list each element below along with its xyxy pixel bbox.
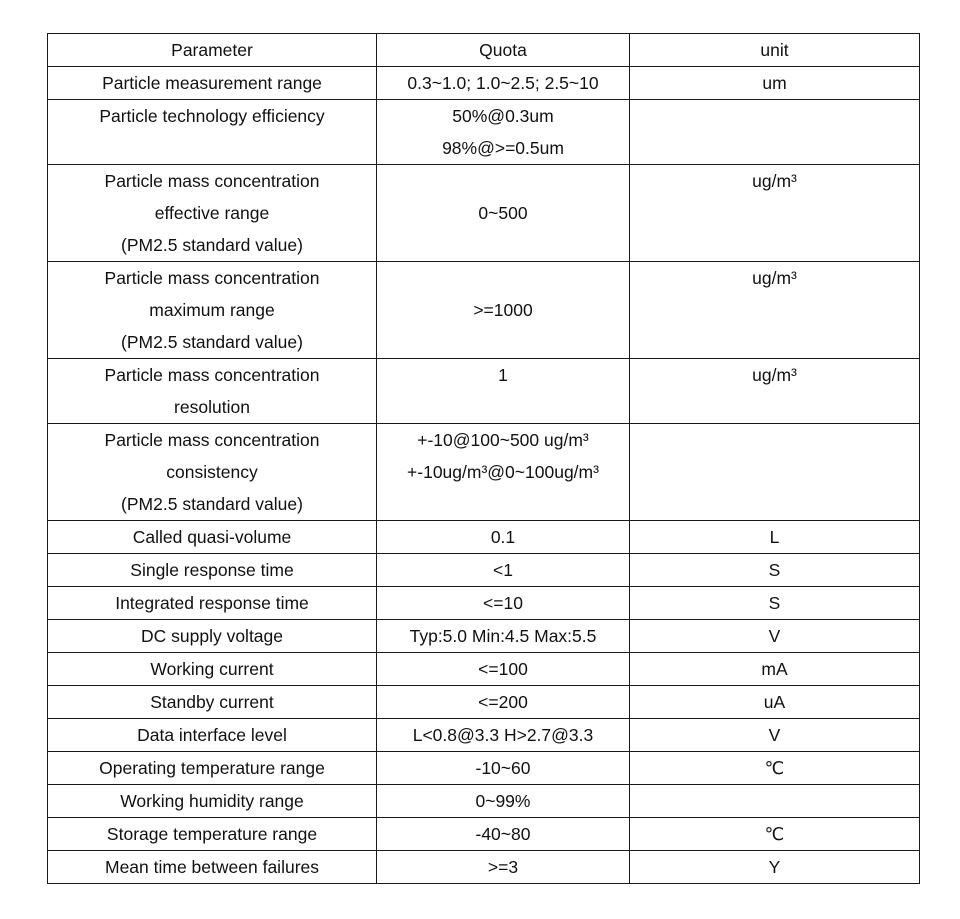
parameter-cell [48,851,377,884]
unit-cell [630,165,920,262]
cell-line: 50%@0.3um [452,106,554,126]
header-row [48,34,920,67]
unit-cell [630,785,920,818]
parameter-cell [48,818,377,851]
cell-line: Single response time [130,560,294,580]
parameter-cell [48,100,377,165]
parameter-cell [48,620,377,653]
unit-cell [630,262,920,359]
unit-text: V [768,626,781,646]
parameter-cell [48,719,377,752]
unit-text: S [768,593,781,613]
cell-line: 98%@>=0.5um [442,138,564,158]
parameter-cell [48,262,377,359]
cell-line: Typ:5.0 Min:4.5 Max:5.5 [409,626,597,646]
table-row [48,719,920,752]
cell-line: Working humidity range [120,791,304,811]
unit-cell [630,818,920,851]
cell-line: <=100 [478,659,528,679]
table-row [48,785,920,818]
table-row [48,818,920,851]
cell-line: Particle measurement range [102,73,322,93]
spec-table [47,33,920,884]
unit-text: ℃ [764,758,785,778]
unit-cell [630,67,920,100]
cell-line: Particle mass concentration [104,268,320,288]
quota-cell [377,67,630,100]
cell-line: 0.1 [490,527,516,547]
table-row [48,521,920,554]
cell-line: Integrated response time [115,593,309,613]
unit-cell [630,100,920,165]
cell-line: Standby current [150,692,274,712]
cell-line: Data interface level [137,725,287,745]
cell-line: -10~60 [475,758,531,778]
cell-line: maximum range [149,300,275,320]
cell-line: >=3 [487,857,519,877]
table-row [48,554,920,587]
cell-line: effective range [154,203,270,223]
cell-line: (PM2.5 standard value) [121,235,303,255]
unit-text [634,100,915,132]
cell-line: <=10 [483,593,523,613]
table-row [48,851,920,884]
cell-line: 0~99% [475,791,531,811]
table-row [48,620,920,653]
parameter-cell [48,424,377,521]
table-header [48,34,920,67]
quota-cell [377,818,630,851]
unit-text: S [768,560,781,580]
table-row [48,424,920,521]
cell-line: L<0.8@3.3 H>2.7@3.3 [412,725,594,745]
unit-text: um [762,73,787,93]
quota-cell [377,752,630,785]
table-row [48,359,920,424]
cell-line: <=200 [478,692,528,712]
cell-line: consistency [166,462,258,482]
cell-line: resolution [174,397,250,417]
table-row [48,100,920,165]
unit-text: uA [763,692,786,712]
cell-line: Storage temperature range [106,824,318,844]
cell-line: Particle technology efficiency [99,106,325,126]
unit-text: ug/m³ [752,171,797,191]
quota-cell [377,165,630,262]
table-row [48,165,920,262]
unit-text: ug/m³ [752,268,797,288]
cell-line: Particle mass concentration [104,171,320,191]
quota-cell [377,424,630,521]
unit-cell [630,686,920,719]
parameter-cell [48,653,377,686]
quota-cell [377,851,630,884]
cell-line: (PM2.5 standard value) [121,494,303,514]
header-quota: Quota [377,34,630,67]
cell-line: Called quasi-volume [132,527,292,547]
cell-line: Particle mass concentration [104,365,320,385]
unit-text: ℃ [764,824,785,844]
unit-cell [630,851,920,884]
table-row [48,752,920,785]
parameter-cell [48,67,377,100]
parameter-cell [48,785,377,818]
table-row [48,653,920,686]
parameter-cell [48,165,377,262]
unit-cell [630,424,920,521]
parameter-cell [48,359,377,424]
unit-text: V [768,725,781,745]
unit-cell [630,719,920,752]
cell-line: Particle mass concentration [104,430,320,450]
cell-line: +-10ug/m³@0~100ug/m³ [407,462,599,482]
quota-cell [377,587,630,620]
cell-line: 0~500 [478,203,528,223]
unit-text: mA [761,659,788,679]
cell-line: 0.3~1.0; 1.0~2.5; 2.5~10 [407,73,599,93]
unit-cell [630,587,920,620]
unit-cell [630,521,920,554]
cell-line: Operating temperature range [99,758,325,778]
unit-text: Y [768,857,781,877]
cell-line: >=1000 [473,300,533,320]
unit-cell [630,359,920,424]
cell-line: Mean time between failures [105,857,319,877]
cell-line: 1 [498,365,508,385]
table-row [48,686,920,719]
quota-cell [377,719,630,752]
quota-cell [377,785,630,818]
quota-cell [377,100,630,165]
cell-line: <1 [493,560,513,580]
header-unit: unit [630,34,920,67]
quota-cell [377,653,630,686]
table-row [48,262,920,359]
unit-cell [630,653,920,686]
table-row [48,67,920,100]
cell-line: Working current [150,659,274,679]
quota-cell [377,262,630,359]
cell-line: +-10@100~500 ug/m³ [417,430,589,450]
unit-cell [630,554,920,587]
unit-text [634,424,915,456]
quota-cell [377,359,630,424]
parameter-cell [48,521,377,554]
unit-text [634,785,915,817]
table-row [48,587,920,620]
header-parameter: Parameter [48,34,377,67]
table-body [48,67,920,884]
cell-line: DC supply voltage [140,626,284,646]
cell-line: (PM2.5 standard value) [121,332,303,352]
unit-text: L [769,527,780,547]
parameter-cell [48,587,377,620]
unit-cell [630,620,920,653]
unit-text: ug/m³ [752,365,797,385]
quota-cell [377,554,630,587]
quota-cell [377,686,630,719]
unit-cell [630,752,920,785]
parameter-cell [48,554,377,587]
parameter-cell [48,752,377,785]
quota-cell [377,521,630,554]
quota-cell [377,620,630,653]
cell-line: -40~80 [475,824,531,844]
parameter-cell [48,686,377,719]
